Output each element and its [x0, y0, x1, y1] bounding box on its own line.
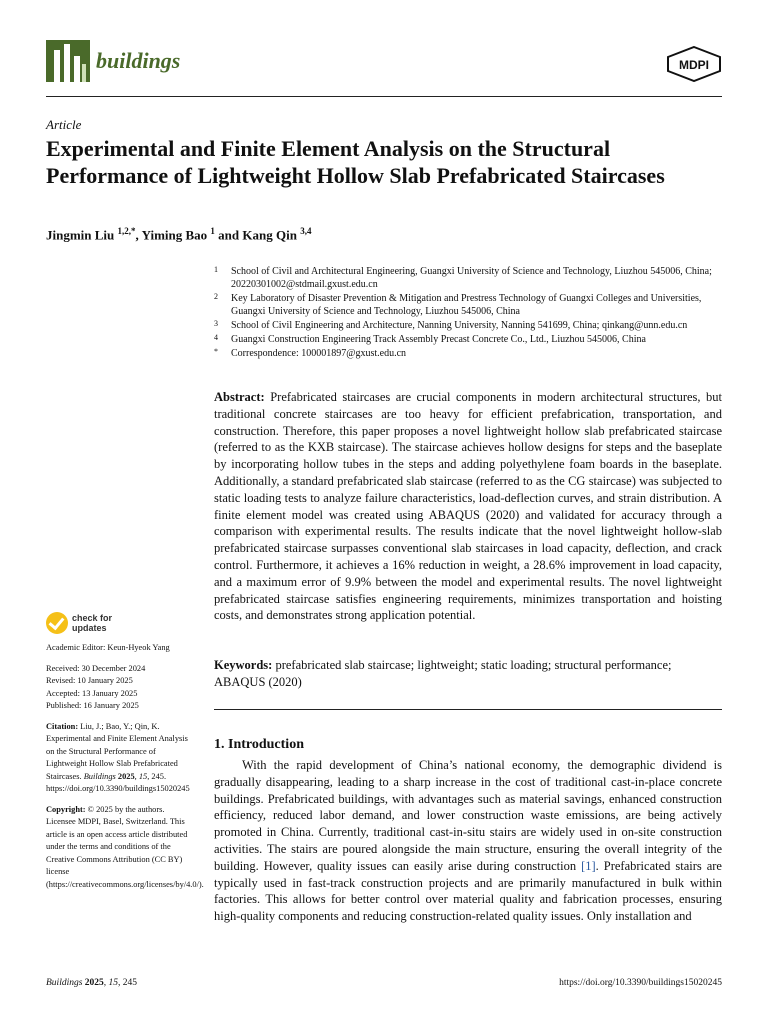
affiliation-item — [214, 319, 724, 332]
citation-label: Citation: — [46, 721, 79, 731]
affiliation-text: Guangxi Construction Engineering Track Assembly Precast Concrete Co., Ltd., Liuzhou 545006, China — [231, 334, 646, 345]
affiliation-number: * — [214, 347, 218, 356]
affiliation-item — [214, 333, 724, 346]
check-for-updates-badge[interactable] — [46, 612, 126, 638]
author-name: Kang Qin — [242, 227, 297, 243]
citation-year: 2025 — [117, 771, 135, 781]
footer-volume: 15 — [108, 978, 119, 988]
footer-year: 2025 — [84, 978, 104, 988]
footer-page: , 245 — [118, 978, 138, 988]
header-rule — [46, 96, 722, 97]
copyright-text: © 2025 by the authors. Licensee MDPI, Basel, Switzerland. This article is an open access article distributed under the terms and conditions of the Creative Commons Attribution (CC BY) license (https://creativecommons.org/licenses/by/4.0/). — [46, 804, 204, 889]
citation-journal: Buildings — [83, 771, 116, 781]
author-separator: and — [214, 227, 243, 243]
affiliation-number: 2 — [214, 292, 218, 301]
article-type: Article — [46, 117, 82, 132]
published-date: Published: 16 January 2025 — [46, 701, 139, 710]
author-name: Yiming Bao — [141, 227, 208, 243]
article-title: Experimental and Finite Element Analysis on the Structural Performance of Lightweight Hollow Slab Prefabricated Staircases — [46, 136, 665, 188]
revised-date: Revised: 10 January 2025 — [46, 676, 133, 685]
affiliation-text: School of Civil and Architectural Engineering, Guangxi University of Science and Technology, Liuzhou 545006, China; 20220301002@stdmail.gxust.edu.cn — [231, 266, 712, 290]
intro-text: . Prefabricated stairs are typically used in fast-track construction projects and are primarily manufactured in bulk within factories. This allows for better control over material quality and fabrication processes, ensuring high-quality components and reducing construction-related quality issues. Only installation and — [214, 858, 722, 924]
affiliation-item — [214, 265, 724, 291]
copyright-block — [46, 804, 204, 892]
citation-text: Liu, J.; Bao, Y.; Qin, K. Experimental and Finite Element Analysis on the Structural Performance of Lightweight Hollow Slab Prefabricated Staircases. — [46, 721, 188, 781]
buildings-logo-icon — [46, 40, 90, 82]
correspondence-item — [214, 347, 724, 360]
affiliation-number: 1 — [214, 265, 218, 274]
keywords — [214, 657, 722, 691]
citation-block: Citation: Liu, J.; Bao, Y.; Qin, K. Experimental and Finite Element Analysis on the Structural Performance of Lightweight Hollow Slab Prefabricated Staircases. Buildings 2025, 15, 245. https://doi.org/10.3390/buildings15020245 — [46, 721, 190, 793]
footer-journal: Buildings — [46, 978, 83, 988]
copyright-label: Copyright: — [46, 804, 86, 814]
intro-text: With the rapid development of China’s national economy, the demographic dividend is gradually disappearing, leading to a sharp increase in the cost of traditional cast-in-place concrete buildings. Prefabricated buildings, with advantages such as material savings, enhanced construction efficiency, reduced labor demand, and lower construction waste emissions, are being actively promoted in China. Currently, traditional cast-in-situ stairs are widely used in on-site construction activities. The stairs are poured alongside the main structure, ensuring the overall integrity of the building. However, quality issues can easily arise during construction — [214, 758, 722, 873]
correspondence-text: Correspondence: 100001897@gxust.edu.cn — [231, 348, 407, 359]
mdpi-logo-icon — [666, 46, 722, 82]
affiliation-number: 4 — [214, 333, 218, 342]
academic-editor: Academic Editor: Keun-Hyeok Yang — [46, 643, 170, 652]
introduction-paragraph — [214, 757, 722, 925]
author-separator: , — [135, 227, 142, 243]
abstract — [214, 389, 722, 624]
reference-link[interactable]: [1] — [581, 858, 596, 873]
check-for-updates-icon — [46, 612, 68, 634]
author-affiliation-marks: 1 — [210, 226, 215, 236]
keywords-label: Keywords: — [214, 658, 273, 672]
affiliation-text: School of Civil Engineering and Architecture, Nanning University, Nanning 541699, China; qinkang@unn.edu.cn — [231, 320, 688, 331]
publisher-name: MDPI — [679, 58, 709, 72]
section-rule — [214, 709, 722, 710]
journal-name: buildings — [96, 48, 181, 73]
footer-doi-link[interactable]: https://doi.org/10.3390/buildings15020245 — [559, 978, 722, 988]
keywords-text: prefabricated slab staircase; lightweight; static loading; structural performance; ABAQUS (2020) — [214, 658, 672, 689]
check-line2: updates — [72, 623, 107, 633]
abstract-label: Abstract: — [214, 390, 265, 404]
author-affiliation-marks: 3,4 — [300, 226, 312, 236]
affiliation-number: 3 — [214, 319, 218, 328]
section-heading-introduction: 1. Introduction — [214, 737, 304, 752]
author-name: Jingmin Liu — [46, 227, 115, 243]
check-line1: check for — [72, 613, 113, 623]
citation-doi[interactable]: , 245. https://doi.org/10.3390/buildings15020245 — [46, 771, 190, 793]
article-sidebar — [46, 642, 204, 891]
author-list — [46, 226, 311, 243]
affiliation-text: Key Laboratory of Disaster Prevention & Mitigation and Prestress Technology of Guangxi Colleges and Universities, Guangxi University of Science and Technology, Liuzhou 545006, China — [231, 293, 702, 317]
citation-volume: 15 — [138, 771, 148, 781]
author-affiliation-marks: 1,2,* — [117, 226, 136, 236]
received-date: Received: 30 December 2024 — [46, 663, 146, 673]
affiliation-item — [214, 292, 724, 318]
accepted-date: Accepted: 13 January 2025 — [46, 688, 138, 698]
affiliations — [214, 265, 724, 361]
abstract-text: Prefabricated staircases are crucial components in modern architectural structures, but traditional concrete staircases are too heavy for efficient prefabrication, transportation, and construction. Therefore, this paper proposes a novel lightweight hollow slab prefabricated staircase (referred to as the KXB staircase). The staircase achieves hollow designs for steps and the baseplate by incorporating hollow tubes in the steps and adding polyethylene foam boards in the baseplate. Additionally, a standard prefabricated slab staircase (referred to as the CG staircase) was subjected to static loading tests to analyze failure characteristics, load-deflection curves, and strain distribution. A finite element model was created using ABAQUS (2020) and validated for accuracy through a comparison with experimental results. The results indicate that the novel lightweight hollow-slab prefabricated staircase surpasses conventional slab staircases in load capacity, deflection, and crack control. Furthermore, it achieves a 16% reduction in weight, a 28.6% improvement in load capacity, and a maximum error of 9.9% between the model and experimental results. The novel lightweight prefabricated staircase satisfies engineering requirements, minimizes transportation and hoisting costs, and demonstrates strong application potential. — [214, 390, 723, 623]
footer-citation: Buildings 2025, 15, 245 — [46, 978, 138, 988]
